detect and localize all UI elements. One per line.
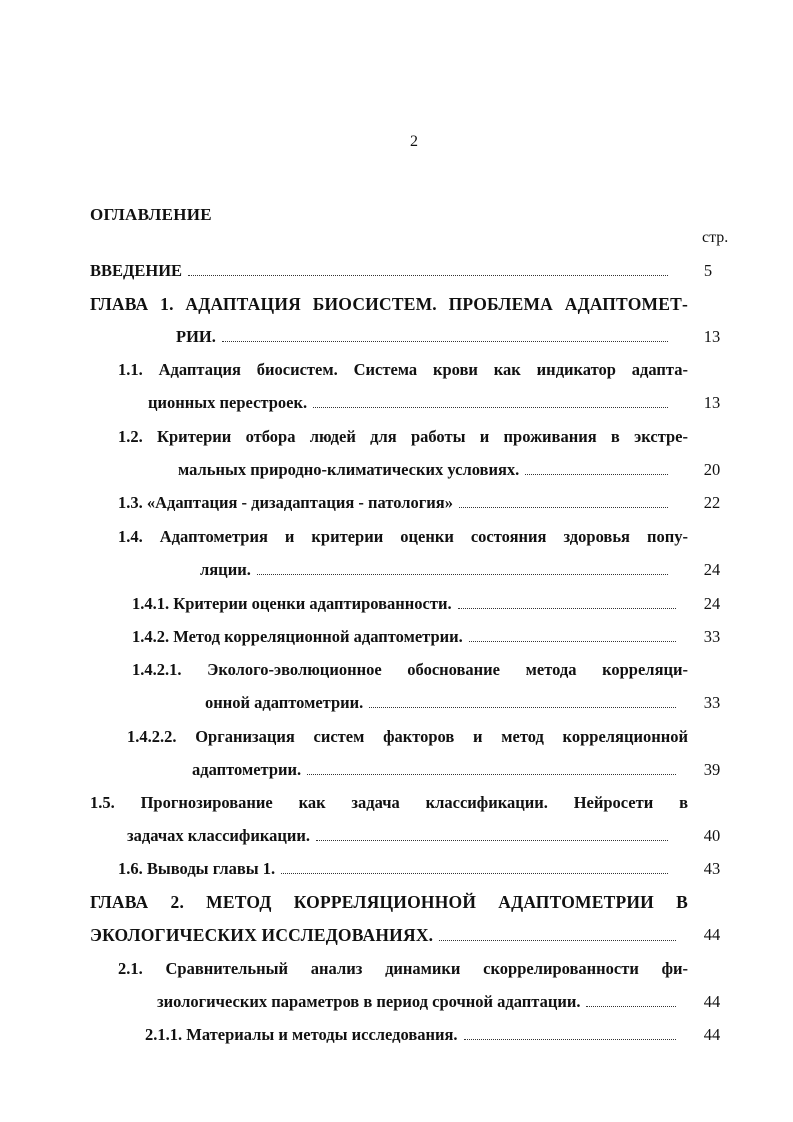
toc-page: 13 — [703, 327, 721, 346]
toc-entry-1-1-cont[interactable]: ционных перестроек. — [148, 390, 672, 416]
toc-page: 33 — [703, 627, 721, 646]
toc-page: 20 — [703, 460, 721, 479]
toc-entry-chapter-1[interactable]: ГЛАВА 1. АДАПТАЦИЯ БИОСИСТЕМ. ПРОБЛЕМА АДАПТОМЕТ- — [90, 294, 688, 314]
toc-entry-chapter-2-cont[interactable]: ЭКОЛОГИЧЕСКИХ ИССЛЕДОВАНИЯХ. — [90, 922, 680, 948]
toc-entry-chapter-1-cont[interactable]: РИИ. — [176, 324, 672, 350]
toc-entry-1-2[interactable]: 1.2. Критерии отбора людей для работы и проживания в экстре- — [118, 427, 688, 446]
toc-page: 44 — [703, 925, 721, 944]
toc-entry-2-1-1[interactable]: 2.1.1. Материалы и методы исследования. — [145, 1022, 680, 1048]
toc-entry-1-6[interactable]: 1.6. Выводы главы 1. — [118, 856, 672, 882]
toc-entry-1-3[interactable]: 1.3. «Адаптация - дизадаптация - патология» — [118, 490, 672, 516]
toc-entry-intro[interactable]: ВВЕДЕНИЕ — [90, 258, 672, 284]
toc-page: 44 — [703, 992, 721, 1011]
toc-page: 5 — [703, 261, 713, 280]
toc-page: 44 — [703, 1025, 721, 1044]
toc-entry-1-4-2[interactable]: 1.4.2. Метод корреляционной адаптометрии. — [132, 624, 680, 650]
toc-page: 39 — [703, 760, 721, 779]
toc-page: 24 — [703, 560, 721, 579]
toc-page: 24 — [703, 594, 721, 613]
toc-entry-1-1[interactable]: 1.1. Адаптация биосистем. Система крови как индикатор адапта- — [118, 360, 688, 379]
page-number: 2 — [410, 133, 418, 150]
page-column-label: стр. — [702, 229, 729, 246]
toc-page: 33 — [703, 693, 721, 712]
toc-entry-2-1[interactable]: 2.1. Сравнительный анализ динамики скоррелированности фи- — [118, 959, 688, 978]
toc-entry-1-5[interactable]: 1.5. Прогнозирование как задача классификации. Нейросети в — [90, 793, 688, 812]
toc-entry-1-4-2-1-cont[interactable]: онной адаптометрии. — [205, 690, 680, 716]
toc-entry-1-4[interactable]: 1.4. Адаптометрия и критерии оценки состояния здоровья попу- — [118, 527, 688, 546]
toc-entry-1-4-1[interactable]: 1.4.1. Критерии оценки адаптированности. — [132, 591, 680, 617]
toc-entry-1-4-cont[interactable]: ляции. — [200, 557, 672, 583]
toc-entry-1-4-2-2[interactable]: 1.4.2.2. Организация систем факторов и метод корреляционной — [127, 727, 688, 746]
toc-page: 43 — [703, 859, 721, 878]
toc-entry-1-2-cont[interactable]: мальных природно-климатических условиях. — [178, 457, 672, 483]
toc-title: ОГЛАВЛЕНИЕ — [90, 205, 212, 224]
toc-page: 22 — [703, 493, 721, 512]
toc-page: 40 — [703, 826, 721, 845]
toc-entry-chapter-2[interactable]: ГЛАВА 2. МЕТОД КОРРЕЛЯЦИОННОЙ АДАПТОМЕТРИИ В — [90, 892, 688, 912]
toc-entry-1-4-2-2-cont[interactable]: адаптометрии. — [192, 757, 680, 783]
toc-entry-1-4-2-1[interactable]: 1.4.2.1. Эколого-эволюционное обоснование метода корреляци- — [132, 660, 688, 679]
toc-entry-1-5-cont[interactable]: задачах классификации. — [127, 823, 672, 849]
toc-page: 13 — [703, 393, 721, 412]
toc-entry-2-1-cont[interactable]: зиологических параметров в период срочной адаптации. — [157, 989, 680, 1015]
